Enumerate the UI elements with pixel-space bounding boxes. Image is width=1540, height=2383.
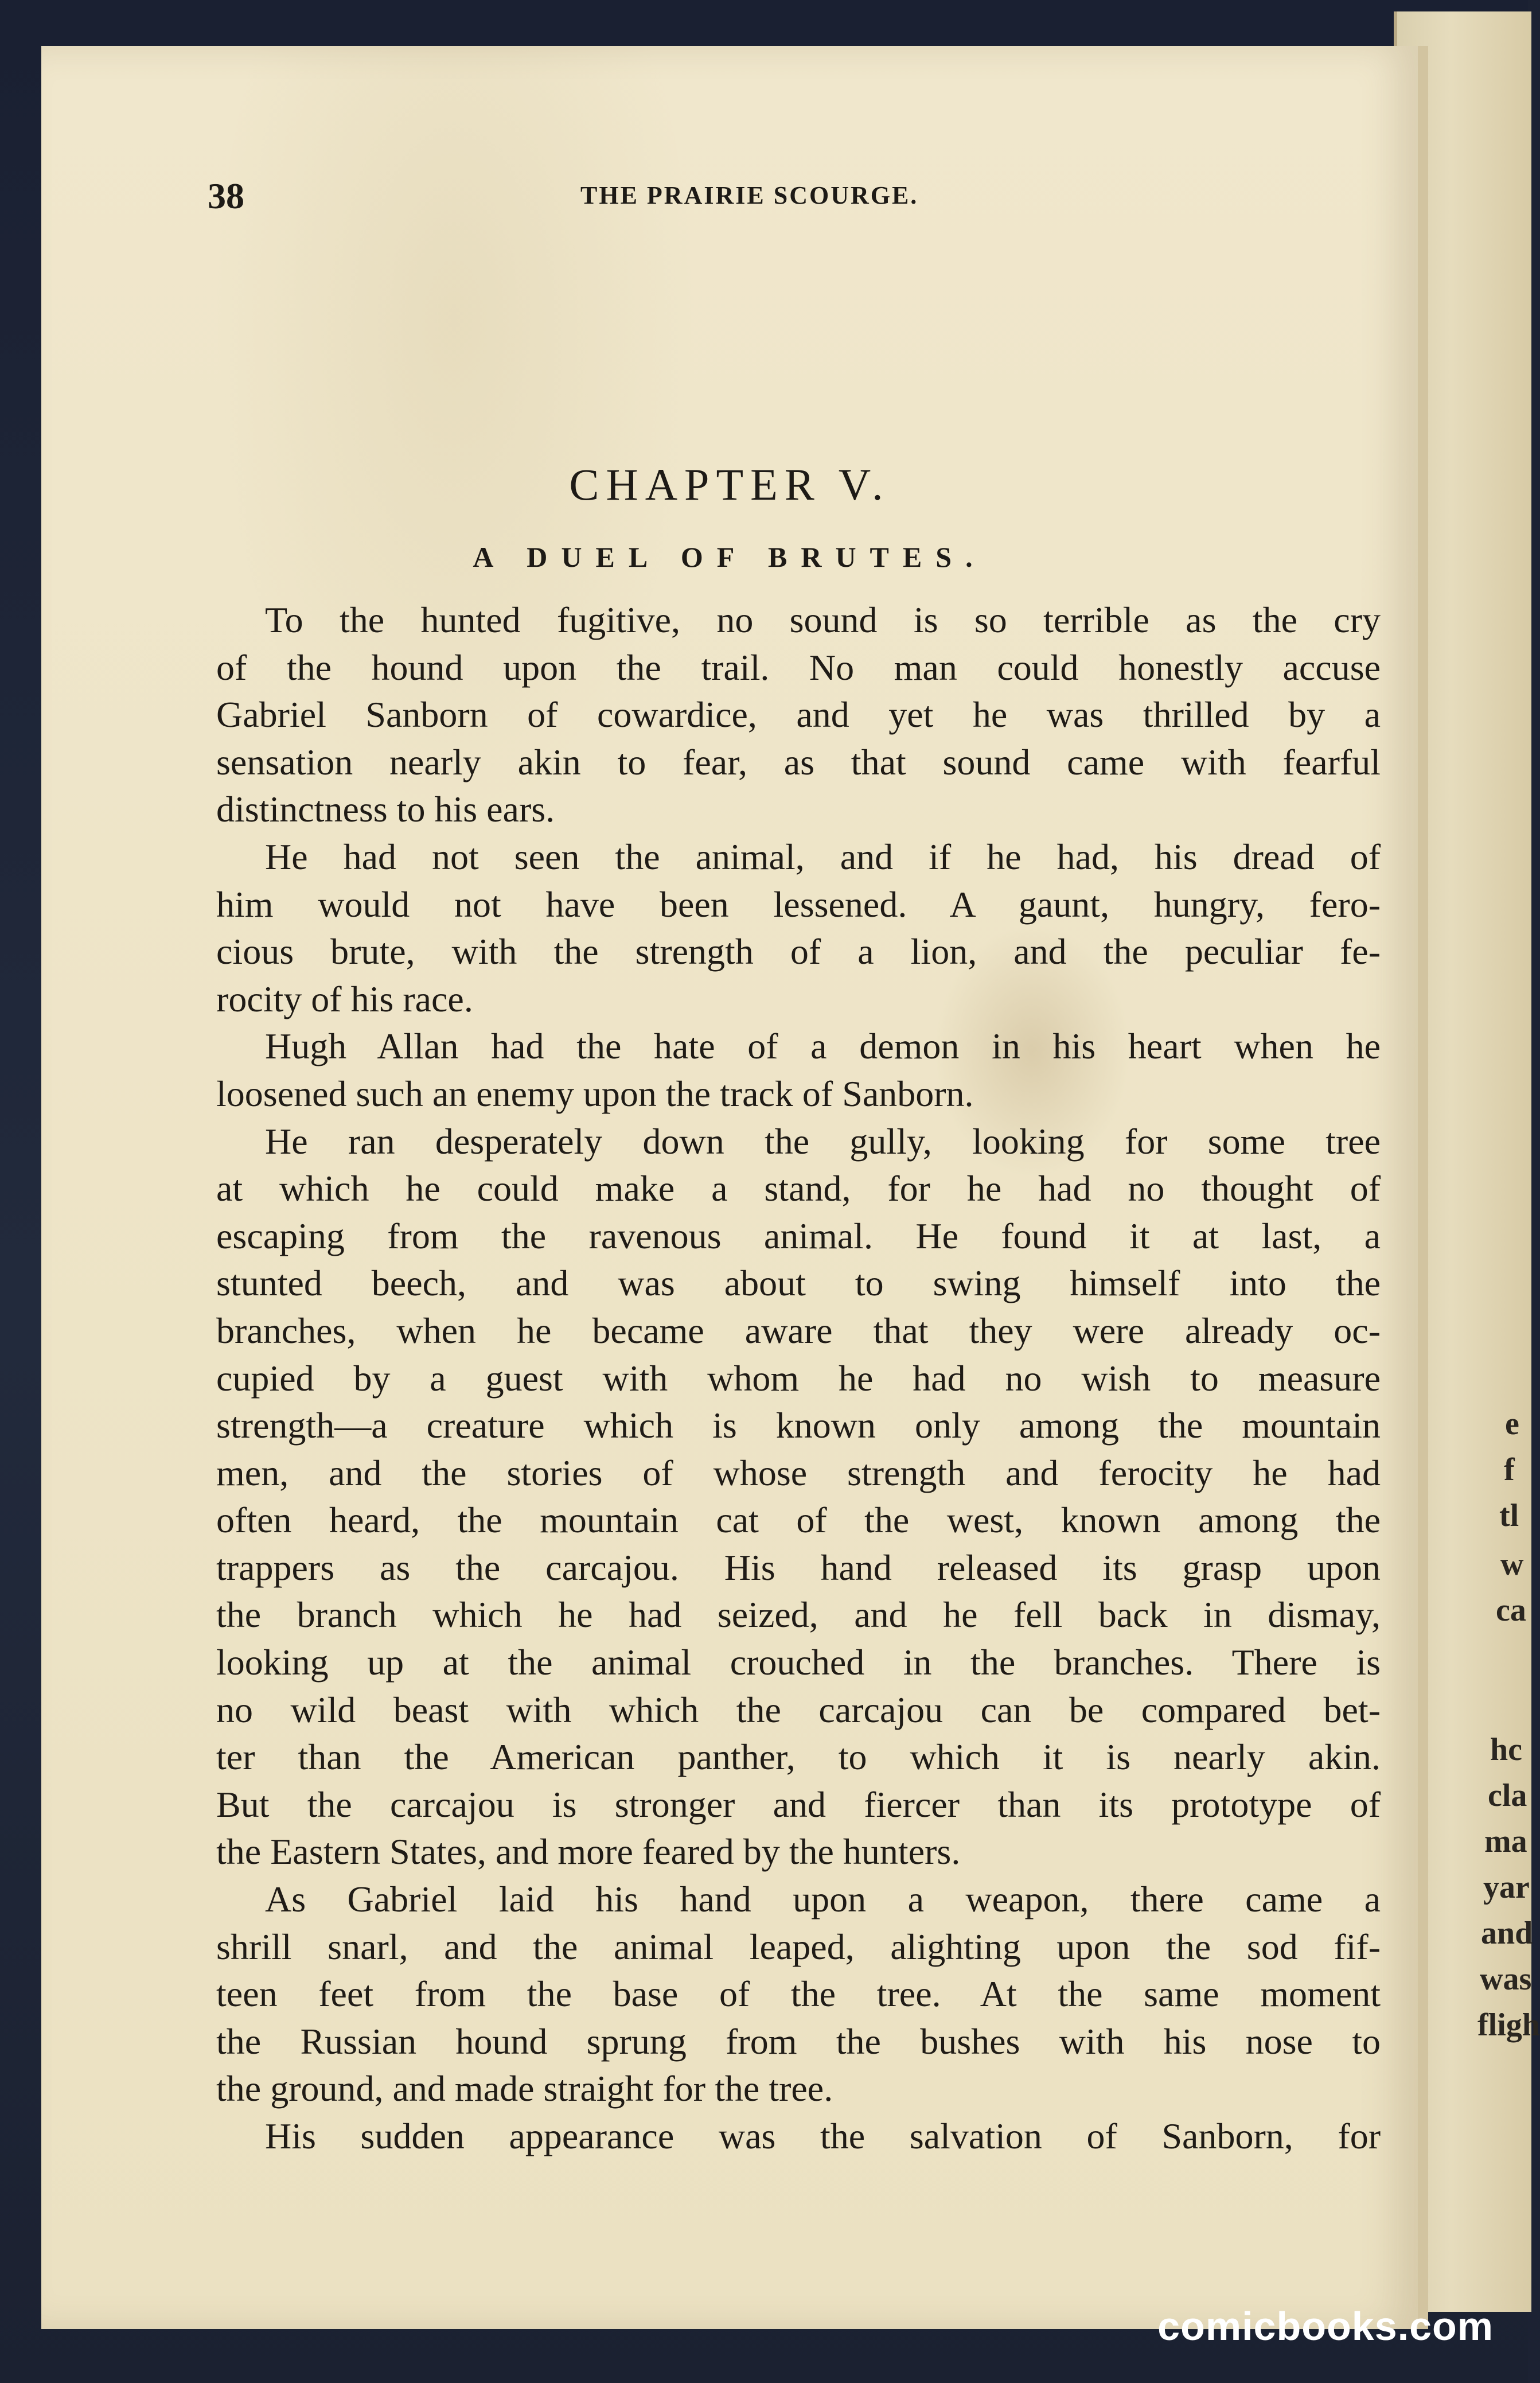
facing-page-fragment: ca	[1496, 1592, 1526, 1628]
facing-page-fragment: was	[1480, 1961, 1532, 1997]
text-line: cupied by a guest with whom he had no wish to measure	[216, 1357, 1381, 1399]
facing-page-fragment: e	[1505, 1406, 1519, 1442]
text-line: no wild beast with which the carcajou can be compared bet-	[216, 1689, 1381, 1730]
text-line: often heard, the mountain cat of the west, known among the	[216, 1500, 1381, 1541]
facing-page-fragment: cla	[1488, 1778, 1527, 1813]
facing-page-fragment: fligh	[1477, 2007, 1540, 2043]
text-line: men, and the stories of whose strength and ferocity he had	[216, 1452, 1381, 1493]
running-title: THE PRAIRIE SCOURGE.	[580, 181, 919, 209]
text-line: Gabriel Sanborn of cowardice, and yet he was thrilled by a	[216, 694, 1381, 735]
text-line: ter than the American panther, to which it is nearly akin.	[216, 1736, 1381, 1778]
facing-page-fragment: f	[1504, 1452, 1515, 1488]
text-line: sensation nearly akin to fear, as that sound came with fearful	[216, 741, 1381, 782]
text-line: strength—a creature which is known only among the mountain	[216, 1405, 1381, 1446]
text-line: the branch which he had seized, and he fell back in dismay,	[216, 1594, 1381, 1636]
text-line: To the hunted fugitive, no sound is so terrible as the cry	[265, 599, 1381, 640]
text-line: He had not seen the animal, and if he had, his dread of	[265, 836, 1381, 877]
text-line: Hugh Allan had the hate of a demon in his heart when he	[265, 1026, 1381, 1067]
text-line: But the carcajou is stronger and fiercer than its prototype of	[216, 1784, 1381, 1825]
facing-page-fragment: tl	[1499, 1498, 1519, 1533]
facing-page-fragment: hc	[1490, 1732, 1522, 1767]
facing-page-fragment: and	[1481, 1915, 1533, 1951]
text-line: distinctness to his ears.	[216, 789, 555, 830]
facing-page-fragment: w	[1500, 1547, 1524, 1582]
text-line: escaping from the ravenous animal. He found it at last, a	[216, 1215, 1381, 1256]
site-watermark: comicbooks.com	[1157, 2304, 1494, 2349]
chapter-title: CHAPTER V.	[569, 460, 890, 509]
text-line: at which he could make a stand, for he had no thought of	[216, 1168, 1381, 1209]
text-line: looking up at the animal crouched in the branches. There is	[216, 1642, 1381, 1683]
facing-page-fragment: yar	[1483, 1870, 1530, 1905]
text-line: He ran desperately down the gully, looking for some tree	[265, 1120, 1381, 1162]
text-line: stunted beech, and was about to swing himself into the	[216, 1263, 1381, 1304]
text-line: the Russian hound sprung from the bushes with his nose to	[216, 2020, 1381, 2062]
text-line: teen feet from the base of the tree. At the same moment	[216, 1973, 1381, 2015]
text-line: branches, when he became aware that they were already oc-	[216, 1310, 1381, 1351]
text-line: As Gabriel laid his hand upon a weapon, there came a	[265, 1879, 1381, 1920]
text-line: the Eastern States, and more feared by the hunters.	[216, 1831, 961, 1872]
running-head	[208, 175, 1412, 215]
chapter-subtitle: A DUEL OF BRUTES.	[473, 541, 987, 573]
text-line: of the hound upon the trail. No man could honestly accuse	[216, 647, 1381, 688]
text-line: shrill snarl, and the animal leaped, alighting upon the sod fif-	[216, 1926, 1381, 1967]
facing-page-fragment: ma	[1484, 1824, 1527, 1859]
text-line: trappers as the carcajou. His hand released its grasp upon	[216, 1547, 1381, 1588]
text-line: the ground, and made straight for the tree.	[216, 2068, 833, 2109]
page-number: 38	[208, 176, 244, 216]
book-page	[41, 46, 1428, 2329]
text-line: him would not have been lessened. A gaunt, hungry, fero-	[216, 883, 1381, 925]
body-text	[216, 597, 1381, 2160]
text-line: cious brute, with the strength of a lion, and the peculiar fe-	[216, 931, 1381, 972]
text-line: loosened such an enemy upon the track of Sanborn.	[216, 1073, 974, 1114]
text-line: His sudden appearance was the salvation of Sanborn, for	[265, 2116, 1381, 2156]
text-line: rocity of his race.	[216, 978, 473, 1019]
